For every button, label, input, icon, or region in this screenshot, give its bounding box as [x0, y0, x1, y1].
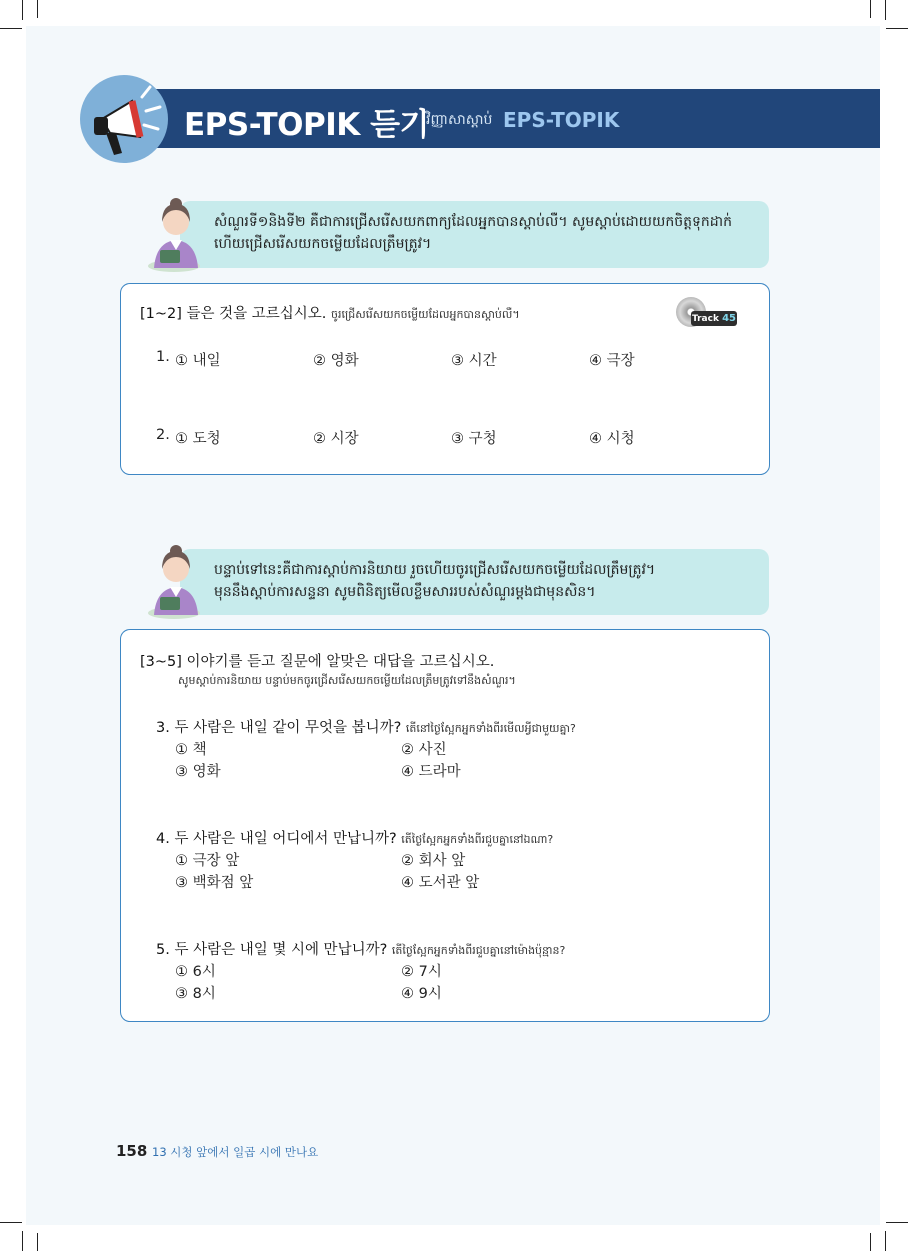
- answer-option[interactable]: ① 도청: [175, 431, 221, 447]
- question-korean: 두 사람은 내일 몇 시에 만납니까?: [174, 942, 388, 958]
- answer-option[interactable]: ② 영화: [313, 353, 359, 369]
- megaphone-badge: [80, 75, 168, 163]
- chapter-title: 13 시청 앞에서 일곱 시에 만나요: [152, 1145, 319, 1159]
- question-khmer: តើថ្ងៃស្អែកអ្នកទាំងពីរជួបគ្នានៅឯណា?: [401, 833, 554, 846]
- megaphone-icon: [80, 75, 168, 163]
- section-title-khmer: ចូរជ្រើសរើសយកចម្លើយដែលអ្នកបានស្ដាប់លឺ។: [331, 308, 520, 321]
- section-title-korean: [1~2] 들은 것을 고르십시오.: [140, 306, 327, 322]
- answer-option[interactable]: ② 시장: [313, 431, 359, 447]
- crop-mark: [870, 0, 871, 18]
- answer-option[interactable]: ④ 9시: [401, 986, 442, 1002]
- instruction-line: ហើយជ្រើសរើសយកចម្លើយដែលត្រឹមត្រូវ។: [214, 236, 432, 252]
- track-label: Track 45: [691, 313, 737, 324]
- header-title: EPS-TOPIK 듣기: [184, 107, 429, 143]
- crop-mark: [886, 28, 908, 29]
- crop-mark: [886, 1222, 908, 1223]
- answer-option[interactable]: ④ 드라마: [401, 764, 461, 780]
- crop-mark: [885, 1231, 886, 1251]
- answer-option[interactable]: ③ 8시: [175, 986, 216, 1002]
- answer-option[interactable]: ② 7시: [401, 964, 442, 980]
- header-subtitle: EPS-TOPIK: [503, 108, 620, 132]
- track-number: 45: [722, 313, 737, 324]
- answer-option[interactable]: ① 6시: [175, 964, 216, 980]
- crop-mark: [37, 1233, 38, 1251]
- section-title-korean: [3~5] 이야기를 듣고 질문에 알맞은 대답을 고르십시오.: [140, 654, 495, 670]
- teacher-avatar-icon: [146, 543, 206, 619]
- crop-mark: [37, 0, 38, 18]
- crop-mark: [885, 0, 886, 20]
- question-khmer: តើថ្ងៃស្អែកអ្នកទាំងពីរជួបគ្នានៅម៉ោងប៉ុន្មាន?: [391, 944, 566, 957]
- answer-option[interactable]: ① 극장 앞: [175, 853, 240, 869]
- instruction-line: បន្ទាប់ទៅនេះគឺជាការស្ដាប់ការនិយាយ រួចហើយចូរជ្រើសរើសយកចម្លើយដែលត្រឹមត្រូវ។: [214, 562, 656, 578]
- question-number: 2.: [156, 427, 170, 443]
- crop-mark: [0, 28, 22, 29]
- answer-option[interactable]: ② 회사 앞: [401, 853, 466, 869]
- instruction-line: សំណួរទី១និងទី២ គឺជាការជ្រើសរើសយកពាក្យដែលអ្នកបានស្ដាប់លឺ។ សូមស្ដាប់ដោយយកចិត្តទុកដាក់: [214, 214, 732, 230]
- answer-option[interactable]: ③ 영화: [175, 764, 221, 780]
- answer-option[interactable]: ③ 백화점 앞: [175, 875, 254, 891]
- header-subtitle-khmer: វិញ្ញាសាស្ដាប់: [426, 112, 493, 128]
- question-number: 4.: [156, 831, 170, 847]
- crop-mark: [870, 1233, 871, 1251]
- crop-mark: [22, 1231, 23, 1251]
- crop-mark: [0, 1222, 22, 1223]
- section-title: [140, 302, 520, 324]
- question-text: [156, 938, 565, 960]
- question-korean: 두 사람은 내일 같이 무엇을 봅니까?: [174, 720, 402, 736]
- question-number: 3.: [156, 720, 170, 736]
- section-title-khmer: សូមស្ដាប់ការនិយាយ បន្ទាប់មកចូរជ្រើសរើសយកចម្លើយដែលត្រឹមត្រូវទៅនឹងសំណួរ។: [178, 674, 516, 687]
- question-number: 5.: [156, 942, 170, 958]
- page-number: 158: [116, 1142, 148, 1160]
- audio-track-badge[interactable]: [676, 297, 740, 329]
- question-text: [156, 827, 553, 849]
- answer-option[interactable]: ④ 극장: [589, 353, 635, 369]
- answer-option[interactable]: ③ 시간: [451, 353, 497, 369]
- answer-option[interactable]: ① 내일: [175, 353, 221, 369]
- answer-option[interactable]: ④ 도서관 앞: [401, 875, 480, 891]
- question-number: 1.: [156, 349, 170, 365]
- teacher-avatar-icon: [146, 196, 206, 272]
- answer-option[interactable]: ② 사진: [401, 742, 447, 758]
- answer-option[interactable]: ④ 시청: [589, 431, 635, 447]
- question-khmer: តើនៅថ្ងៃស្អែកអ្នកទាំងពីរមើលអ្វីជាមួយគ្នា?: [405, 722, 576, 735]
- question-korean: 두 사람은 내일 어디에서 만납니까?: [174, 831, 397, 847]
- answer-option[interactable]: ③ 구청: [451, 431, 497, 447]
- crop-mark: [22, 0, 23, 20]
- instruction-line: មុននឹងស្ដាប់ការសន្ទនា សូមពិនិត្យមើលខ្លឹមសាររបស់សំណួរម្ដងជាមុនសិន។: [214, 584, 596, 600]
- question-text: [156, 716, 576, 738]
- answer-option[interactable]: ① 책: [175, 742, 207, 758]
